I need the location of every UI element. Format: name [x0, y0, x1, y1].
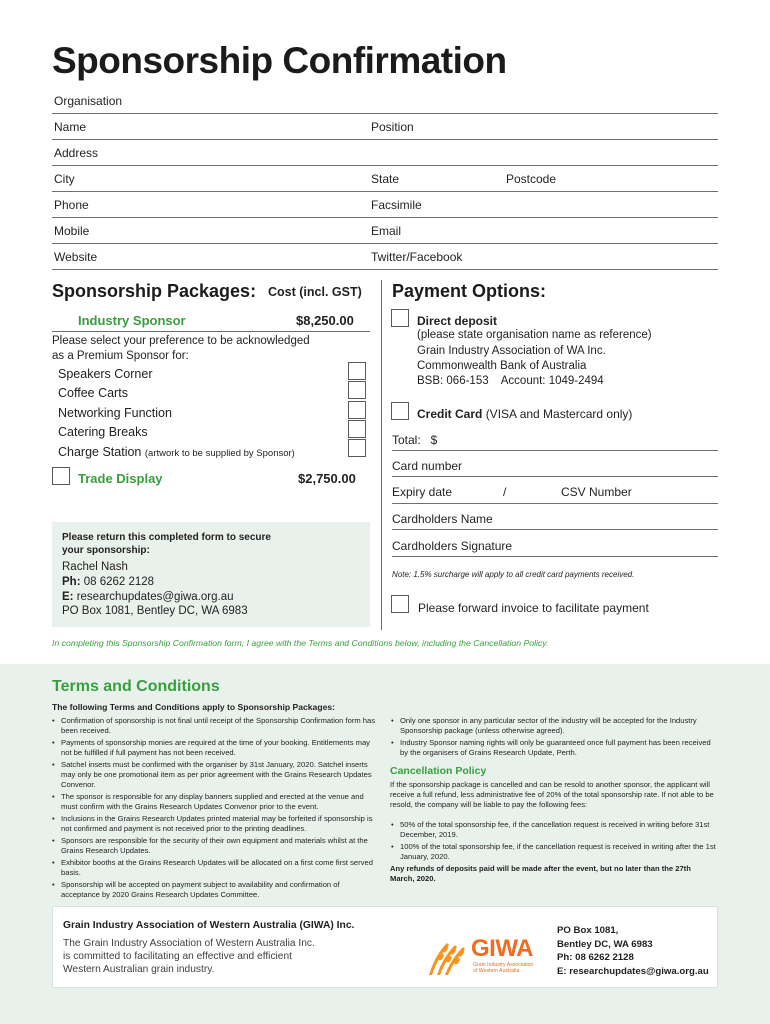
credit-card-label: Credit Card: [417, 407, 483, 421]
address-field[interactable]: [52, 165, 718, 166]
dd-bsb-account: BSB: 066-153 Account: 1049-2494: [417, 375, 604, 387]
total-field[interactable]: [392, 450, 718, 451]
terms-item: • Exhibitor booths at the Grains Research Updates will be allocated on a first come first served basis.: [52, 858, 378, 878]
contact-email: [62, 591, 234, 603]
surcharge-note: Note: 1.5% surcharge will apply to all credit card payments received.: [392, 570, 635, 579]
mobile-email-field[interactable]: [52, 243, 718, 244]
wheat-icon: [425, 935, 475, 977]
logo-sub-2: of Western Australia: [473, 968, 520, 974]
option-networking-function: Networking Function: [58, 406, 172, 420]
industry-sponsor-price: $8,250.00: [296, 313, 354, 328]
contact-address: PO Box 1081, Bentley DC, WA 6983: [62, 605, 248, 617]
logo-wordmark: GIWA: [471, 935, 533, 962]
direct-deposit-label: Direct deposit: [417, 314, 498, 328]
terms-item: • Payments of sponsorship monies are required at the time of your booking. Entitlements may not be fulfilled if full payment has not been received.: [52, 738, 378, 758]
trade-display-checkbox[interactable]: [52, 467, 70, 485]
charge-station-checkbox[interactable]: [348, 439, 366, 457]
page-title: Sponsorship Confirmation: [52, 40, 507, 81]
city-state-postcode-field[interactable]: [52, 191, 718, 192]
option-charge-station: [58, 445, 295, 459]
return-heading-2: your sponsorship:: [62, 545, 150, 556]
cancellation-item: • 50% of the total sponsorship fee, if the cancellation request is received in writing before 31st December, 2019.: [391, 820, 718, 840]
credit-card-checkbox[interactable]: [391, 402, 409, 420]
organisation-label: Organisation: [54, 94, 123, 108]
packages-heading: Sponsorship Packages:: [52, 281, 257, 301]
return-form-box: [52, 522, 370, 627]
footer-box: [52, 906, 718, 988]
giwa-logo: [425, 933, 553, 979]
contact-name: Rachel Nash: [62, 561, 128, 573]
credit-card-option: [417, 407, 632, 421]
mobile-label: Mobile: [54, 224, 90, 238]
dd-account-name: Grain Industry Association of WA Inc.: [417, 345, 606, 357]
option-coffee-carts: Coffee Carts: [58, 386, 128, 400]
invoice-label: Please forward invoice to facilitate payment: [418, 601, 649, 615]
organisation-field[interactable]: [52, 113, 718, 114]
phone-fax-field[interactable]: [52, 217, 718, 218]
city-label: City: [54, 172, 75, 186]
phone-label: Phone: [54, 198, 89, 212]
refund-note: Any refunds of deposits paid will be made after the event, but no later than the 27th March, 2020.: [390, 864, 691, 884]
email-label: Email: [371, 224, 402, 238]
cost-label: Cost (incl. GST): [268, 285, 362, 299]
networking-function-checkbox[interactable]: [348, 401, 366, 419]
trade-display-price: $2,750.00: [298, 471, 356, 486]
coffee-carts-checkbox[interactable]: [348, 381, 366, 399]
footer-po-box: PO Box 1081,: [557, 925, 619, 936]
card-number-field[interactable]: [392, 476, 718, 477]
terms-item: • Confirmation of sponsorship is not final until receipt of the Sponsorship Confirmation form has been received.: [52, 716, 378, 736]
cancellation-heading: Cancellation Policy: [390, 765, 487, 777]
option-catering-breaks: Catering Breaks: [58, 425, 148, 439]
footer-email[interactable]: E: researchupdates@giwa.org.au: [557, 966, 709, 977]
cardholder-name-field[interactable]: [392, 529, 718, 530]
cancellation-text: If the sponsorship package is cancelled and can be resold to another sponsor, the applicant will receive a full refund, less administrative fee of 20% of the total sponsorship rate. If not able to be resold, the company will be liable to pay the following fees:: [390, 780, 714, 810]
terms-subheading: The following Terms and Conditions apply to Sponsorship Packages:: [52, 702, 335, 712]
name-position-field[interactable]: [52, 139, 718, 140]
terms-item: • Inclusions in the Grains Research Updates printed material may be forfeited if sponsorship is not confirmed and payment is not received prior to the printing deadlines.: [52, 814, 378, 834]
postcode-label: Postcode: [506, 172, 557, 186]
terms-item: • Only one sponsor in any particular sector of the industry will be accepted for the Industry Sponsorship package (unless otherwise agreed).: [391, 716, 718, 736]
contact-phone: [62, 576, 154, 588]
cardholder-signature-label: Cardholders Signature: [392, 539, 513, 553]
total-label: Total: $: [392, 433, 438, 447]
return-heading-1: Please return this completed form to secure: [62, 532, 271, 543]
footer-desc-1: The Grain Industry Association of Western Australia Inc.: [63, 938, 315, 949]
terms-item: • Sponsorship will be accepted on payment subject to availability and confirmation of acceptance by 2020 Grains Research Updates Committee.: [52, 880, 378, 900]
footer-desc-3: Western Australian grain industry.: [63, 964, 215, 975]
industry-sponsor-label: Industry Sponsor: [78, 313, 186, 328]
email-label: E:: [62, 591, 74, 603]
facsimile-label: Facsimile: [371, 198, 422, 212]
cancellation-list: [391, 820, 718, 864]
twitter-label: Twitter/Facebook: [371, 250, 463, 264]
direct-deposit-checkbox[interactable]: [391, 309, 409, 327]
expiry-label: Expiry date: [392, 485, 453, 499]
preference-text-2: as a Premium Sponsor for:: [52, 350, 189, 362]
expiry-slash: /: [503, 485, 507, 499]
dd-reference-note: (please state organisation name as reference): [417, 329, 652, 341]
expiry-csv-field[interactable]: [392, 503, 718, 504]
terms-item: • Industry Sponsor naming rights will only be guaranteed once full payment has been received by the organisers of Grains Research Update, Perth.: [391, 738, 718, 758]
agreement-statement: In completing this Sponsorship Confirmation form, I agree with the Terms and Conditions below, including the Cancellation Policy.: [52, 638, 549, 648]
trade-display-label: Trade Display: [78, 471, 163, 486]
name-label: Name: [54, 120, 87, 134]
payment-heading: Payment Options:: [392, 281, 547, 301]
terms-item: • Satchel inserts must be confirmed with the organiser by 31st January, 2020. Satchel inserts may only be one promotional item as per prior agreement with the Grains Research Updates Convenor.: [52, 760, 378, 791]
website-twitter-field[interactable]: [52, 269, 718, 270]
package-divider: [52, 331, 370, 332]
credit-card-note: (VISA and Mastercard only): [485, 407, 633, 421]
cancellation-item: • 100% of the total sponsorship fee, if the cancellation request is received in writing after the 1st January, 2020.: [391, 842, 718, 862]
card-number-label: Card number: [392, 459, 463, 473]
address-label: Address: [54, 146, 99, 160]
terms-list-right: [391, 716, 718, 760]
position-label: Position: [371, 120, 414, 134]
footer-locality: Bentley DC, WA 6983: [557, 939, 653, 950]
csv-label: CSV Number: [561, 485, 632, 499]
terms-list-left: [52, 716, 378, 902]
website-label: Website: [54, 250, 98, 264]
terms-item: • Sponsors are responsible for the security of their own equipment and materials whilst at the Grains Research Updates.: [52, 836, 378, 856]
state-label: State: [371, 172, 400, 186]
invoice-checkbox[interactable]: [391, 595, 409, 613]
preference-text-1: Please select your preference to be acknowledged: [52, 335, 310, 347]
dd-bank-name: Commonwealth Bank of Australia: [417, 360, 587, 372]
terms-heading: Terms and Conditions: [52, 678, 220, 695]
cardholder-signature-field[interactable]: [392, 556, 718, 557]
speakers-corner-checkbox[interactable]: [348, 362, 366, 380]
column-divider: [381, 280, 382, 630]
terms-item: • The sponsor is responsible for any display banners supplied and erected at the venue and must confirm with the Grains Research Updates Convenor prior to the event.: [52, 792, 378, 812]
catering-breaks-checkbox[interactable]: [348, 420, 366, 438]
logo-sub-1: Grain Industry Association: [473, 962, 534, 968]
phone-label: Ph:: [62, 576, 81, 588]
charge-station-note: (artwork to be supplied by Sponsor): [144, 448, 295, 459]
phone-value: 08 6262 2128: [83, 576, 155, 588]
footer-desc-2: is committed to facilitating an effective and efficient: [63, 951, 292, 962]
option-speakers-corner: Speakers Corner: [58, 367, 153, 381]
cardholder-name-label: Cardholders Name: [392, 512, 493, 526]
email-link[interactable]: researchupdates@giwa.org.au: [76, 591, 234, 603]
charge-station-label: Charge Station: [58, 445, 142, 459]
footer-org-name: Grain Industry Association of Western Australia (GIWA) Inc.: [63, 920, 355, 931]
footer-phone: Ph: 08 6262 2128: [557, 952, 634, 963]
